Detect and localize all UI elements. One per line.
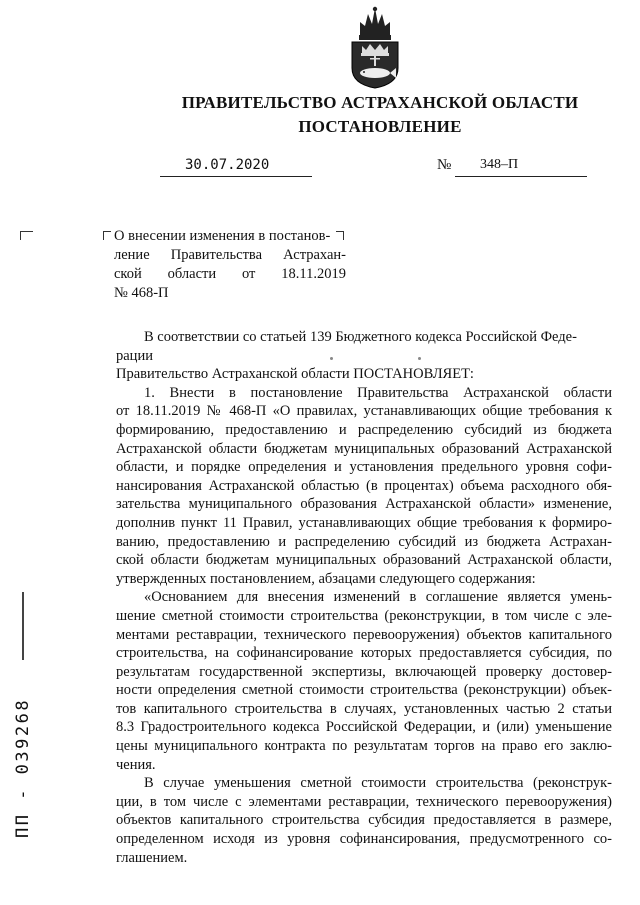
body-line: тов капитального строительства в случаях, установленных частью 2 статьи: [116, 700, 612, 717]
number-label: №: [437, 157, 452, 173]
body-line: дополнив пункт 11 Правил, устанавливающих общие требования к формиро-: [116, 514, 612, 531]
subject-line: № 468-П: [114, 285, 169, 301]
document-number: 348–П: [480, 157, 519, 172]
body-line: утвержденных постановлением, абзацами следующего содержания:: [116, 570, 536, 587]
document-date: 30.07.2020: [185, 157, 270, 173]
document-body: [116, 328, 612, 867]
body-line: строительства, на софинансирование которых предоставляется субсидия, по: [116, 645, 612, 662]
document-type-title: ПОСТАНОВЛЕНИЕ: [298, 117, 462, 136]
body-line: цены муниципального контракта по результатам торгов на право его заклю-: [116, 738, 612, 755]
body-line: результатам государственной экспертизы, включающей проверку достовер-: [116, 663, 612, 680]
body-line: рации: [116, 347, 153, 364]
margin-mark: [22, 592, 24, 660]
number-underline: [455, 158, 587, 177]
scan-speck: [418, 357, 421, 360]
body-line: чения.: [116, 756, 156, 773]
body-line: «Основанием для внесения изменений в соглашение является умень-: [144, 589, 612, 606]
body-line: определенном исходя из уровня софинансирования, предусмотренного со-: [116, 831, 612, 848]
scan-speck: [330, 357, 333, 360]
body-line: Правительство Астраханской области ПОСТАНОВЛЯЕТ:: [116, 366, 474, 383]
subject-line: ление Правительства Астрахан-: [114, 247, 346, 263]
corner-bracket-mark: [20, 231, 33, 240]
body-line: 1. Внести в постановление Правительства Астраханской области: [144, 384, 612, 401]
body-line: нансирования Астраханской областью (в процентах) объема расходного обя-: [116, 477, 612, 494]
body-line: Астраханской области бюджетам муниципальных образований Астраханской: [116, 440, 612, 457]
government-title: ПРАВИТЕЛЬСТВО АСТРАХАНСКОЙ ОБЛАСТИ: [181, 93, 579, 112]
body-line: ванию, предоставлению и распределению субсидий из бюджета Астрахан-: [116, 533, 612, 550]
body-line: зательства муниципального образования Астраханской области» изменение,: [116, 496, 612, 513]
body-line: области, и порядке определения и установления предельного уровня софи-: [116, 459, 612, 476]
document-subject: [114, 227, 346, 303]
body-line: ской области бюджетам муниципальных образований Астраханской области,: [116, 552, 612, 569]
subject-bracket-left: [103, 231, 111, 240]
body-line: ции, в том числе с элементами реставрации, технического перевооружения): [116, 793, 612, 810]
subject-line: ской области от 18.11.2019: [114, 266, 346, 282]
body-line: объектов капитального строительства субсидия предоставляется в размере,: [116, 812, 612, 829]
body-line: от 18.11.2019 № 468-П «О правилах, устанавливающих общие требования к: [116, 403, 612, 420]
body-line: ности определения сметной стоимости строительства (реконструкции) объек-: [116, 682, 612, 699]
body-line: В случае уменьшения сметной стоимости строительства (реконструк-: [144, 775, 612, 792]
body-line: шение сметной стоимости строительства (реконструкции, в том числе с эле-: [116, 607, 612, 624]
body-line: формированию, предоставлению и распределению субсидий из бюджета: [116, 421, 612, 438]
coat-of-arms-icon: [346, 6, 404, 90]
body-line: В соответствии со статьей 139 Бюджетного кодекса Российской Феде-: [144, 329, 577, 345]
body-line: ментами реставрации, технического перевооружения) объектов капитального: [116, 626, 612, 643]
subject-line: О внесении изменения в постанов-: [114, 228, 331, 244]
body-line: 8.3 Градостроительного кодекса Российской Федерации, и (или) уменьшение: [116, 719, 612, 736]
body-line: глашением.: [116, 849, 188, 866]
margin-serial-number: ПП - 039268: [13, 697, 33, 838]
